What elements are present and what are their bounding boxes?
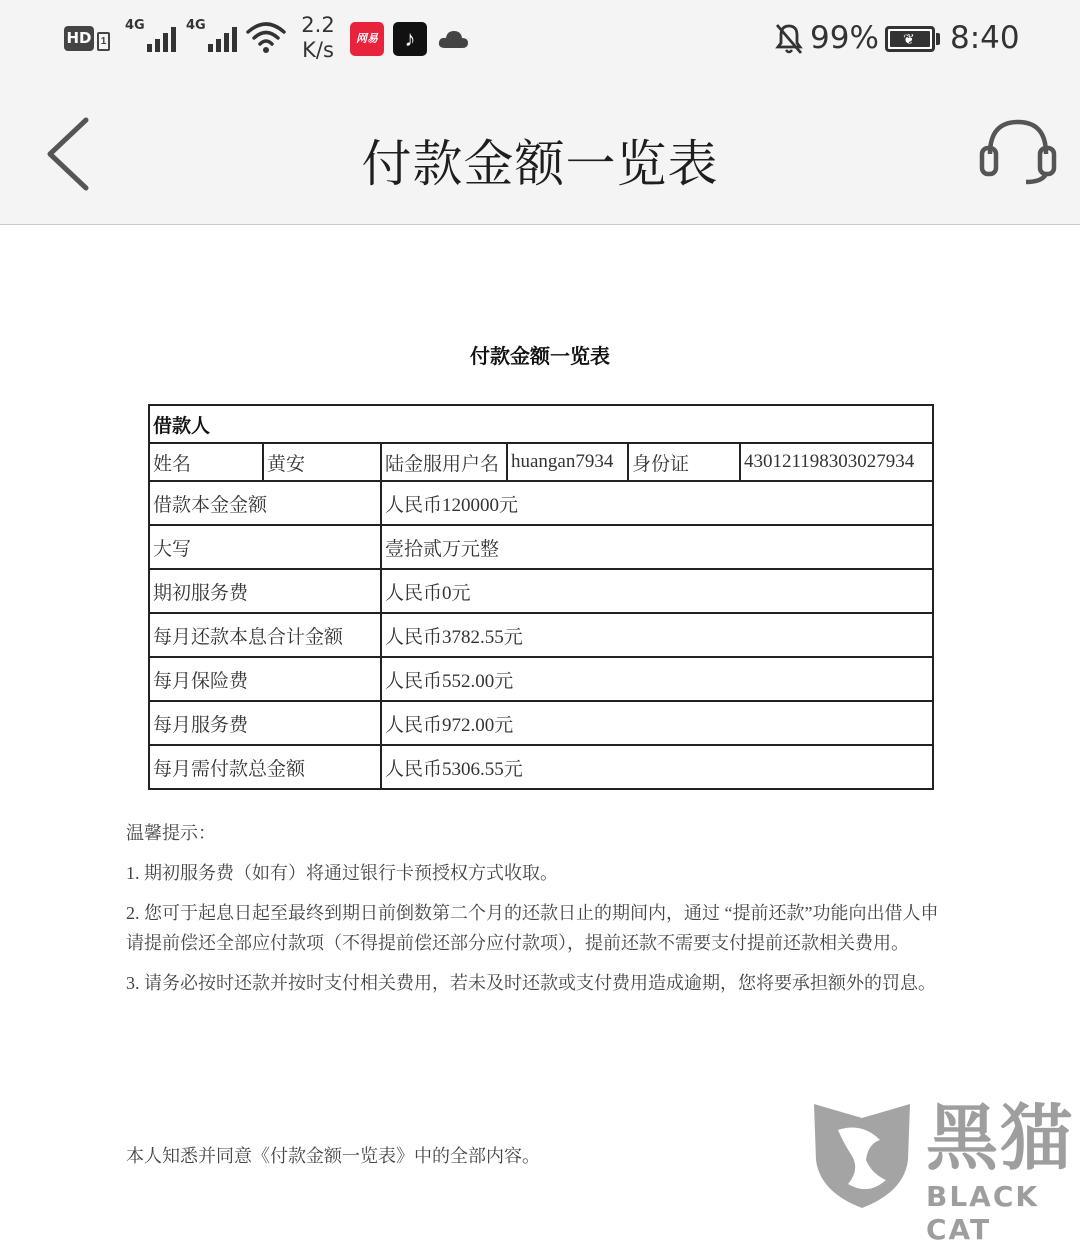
row-label: 期初服务费 [149, 569, 381, 613]
row-value: 人民币120000元 [381, 481, 933, 525]
table-row [149, 405, 933, 443]
table-row [149, 657, 933, 701]
payment-amount-table [148, 404, 934, 790]
status-bar [0, 0, 1080, 78]
row-label: 大写 [149, 525, 381, 569]
watermark-en-text: BLACK CAT [926, 1180, 1040, 1246]
tip-item: 3. 请务必按时还款并按时支付相关费用，若未及时还款或支付费用造成逾期，您将要承担额外的罚息。 [126, 973, 936, 993]
cloud-icon [437, 28, 469, 50]
battery-icon [885, 26, 935, 52]
netease-app-icon: 网易 [350, 22, 384, 56]
username-value: huangan7934 [507, 443, 628, 481]
tips-section [126, 818, 956, 1008]
table-row [149, 569, 933, 613]
row-value: 人民币552.00元 [381, 657, 933, 701]
tiktok-app-icon: ♪ [393, 22, 427, 56]
tip-item: 1. 期初服务费（如有）将通过银行卡预授权方式收取。 [126, 863, 558, 883]
table-row [149, 443, 933, 481]
id-value: 430121198303027934 [740, 443, 933, 481]
row-label: 每月需付款总金额 [149, 745, 381, 789]
row-label: 借款本金金额 [149, 481, 381, 525]
wifi-icon [246, 20, 286, 54]
clock: 8:40 [950, 20, 1020, 56]
black-cat-logo-icon [808, 1100, 916, 1210]
table-row [149, 745, 933, 789]
row-label: 每月还款本息合计金额 [149, 613, 381, 657]
black-cat-watermark [808, 1092, 1080, 1246]
network-speed [300, 13, 336, 63]
tip-item: 2. 您可于起息日起至最终到期日前倒数第二个月的还款日止的期间内，通过 “提前还款”功能向出借人申请提前偿还全部应付款项（不得提前偿还部分应付款项），提前还款不需要支付提前还款相关费用。 [126, 903, 939, 953]
row-value: 人民币0元 [381, 569, 933, 613]
customer-service-icon[interactable] [978, 116, 1058, 186]
signal-strength-icon [186, 18, 240, 54]
row-value: 人民币972.00元 [381, 701, 933, 745]
sim-indicator: 1 [97, 32, 110, 51]
table-row [149, 613, 933, 657]
table-row [149, 481, 933, 525]
network-speed-value: 2.2 [301, 13, 335, 37]
agreement-statement: 本人知悉并同意《付款金额一览表》中的全部内容。 [126, 1146, 540, 1166]
row-label: 每月保险费 [149, 657, 381, 701]
table-row [149, 701, 933, 745]
battery-percent: 99% [810, 20, 879, 56]
tips-heading: 温馨提示： [126, 823, 216, 843]
name-value: 黄安 [263, 443, 381, 481]
row-label: 每月服务费 [149, 701, 381, 745]
borrower-section-header: 借款人 [149, 405, 933, 443]
page-title: 付款金额一览表 [361, 136, 719, 192]
name-label: 姓名 [149, 443, 263, 481]
signal-strength-icon [125, 18, 175, 54]
leaf-icon: ❦ [903, 31, 915, 47]
id-label: 身份证 [628, 443, 740, 481]
document-view [0, 226, 1080, 1213]
table-row [149, 525, 933, 569]
network-type-label: 4G [186, 18, 206, 33]
row-value: 人民币3782.55元 [381, 613, 933, 657]
app-header [0, 78, 1080, 225]
row-value: 人民币5306.55元 [381, 745, 933, 789]
username-label: 陆金服用户名 [381, 443, 507, 481]
network-type-label: 4G [125, 18, 145, 33]
document-title: 付款金额一览表 [470, 344, 610, 368]
network-speed-unit: K/s [302, 38, 334, 62]
row-value: 壹拾贰万元整 [381, 525, 933, 569]
watermark-cn-text: 黑猫 [926, 1096, 1075, 1180]
bell-muted-icon [773, 22, 805, 56]
hd-voice-icon: HD [64, 26, 94, 51]
